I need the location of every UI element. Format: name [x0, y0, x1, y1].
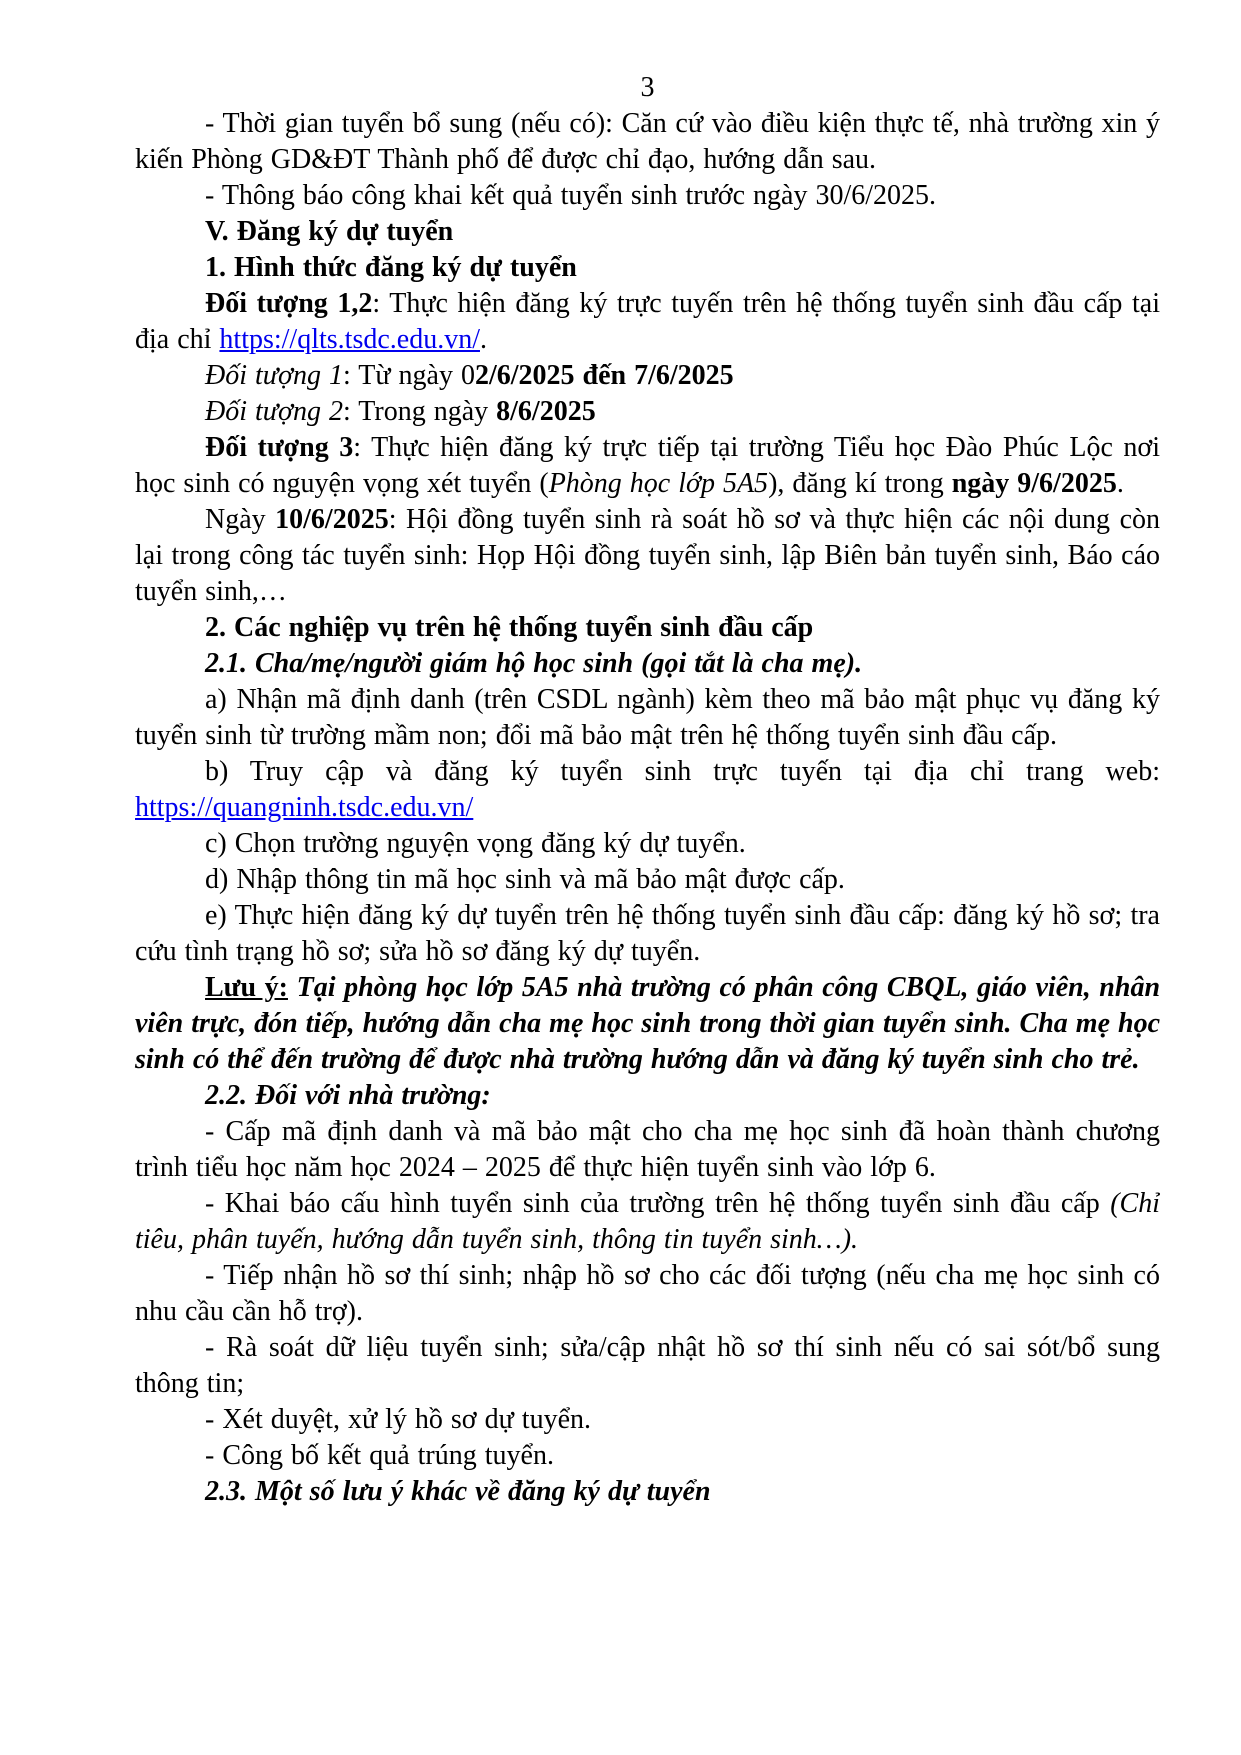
paragraph-doi-tuong-3 — [135, 430, 1160, 502]
paragraph-cong-bo — [135, 1438, 1160, 1474]
paragraph-luu-y — [135, 970, 1160, 1078]
text-run: : Từ ngày 0 — [343, 360, 475, 391]
page-number: 3 — [640, 72, 655, 103]
text-run: Lưu ý: — [205, 972, 288, 1003]
paragraph-council-review — [135, 502, 1160, 610]
text-run: c) Chọn trường nguyện vọng đăng ký dự tuyển. — [205, 828, 746, 859]
text-run: - Rà soát dữ liệu tuyển sinh; sửa/cập nhật hồ sơ thí sinh nếu có sai sót/bổ sung thông tin; — [135, 1332, 1160, 1399]
paragraph-item-d — [135, 862, 1160, 898]
paragraph-khai-bao — [135, 1186, 1160, 1258]
text-run: 10/6/2025 — [275, 504, 389, 535]
paragraph-tiep-nhan — [135, 1258, 1160, 1330]
text-run: . — [479, 324, 487, 355]
section-heading-2 — [135, 610, 1160, 646]
text-run — [288, 972, 297, 1003]
section-heading-2-1 — [135, 646, 1160, 682]
text-run: 1. Hình thức đăng ký dự tuyển — [205, 252, 577, 283]
text-run: Ngày — [205, 504, 276, 535]
paragraph-doi-tuong-1-2 — [135, 286, 1160, 358]
text-run: Phòng học lớp 5A5 — [548, 468, 769, 499]
paragraph-ra-soat — [135, 1330, 1160, 1402]
text-run: : Thực hiện đăng ký trực tuyến trên hệ thống tuyển sinh đầu cấp tại địa chỉ — [135, 288, 1160, 355]
text-run: 2. Các nghiệp vụ trên hệ thống tuyển sinh đầu cấp — [205, 612, 814, 643]
text-run: Đối tượng 2 — [205, 396, 343, 427]
text-run: 8/6/2025 — [496, 396, 596, 427]
text-run: a) Nhận mã định danh (trên CSDL ngành) kèm theo mã bảo mật phục vụ đăng ký tuyển sinh từ trường mầm non; đổi mã bảo mật trên hệ thống tuyển sinh đầu cấp. — [135, 684, 1160, 751]
text-run: : Trong ngày — [343, 396, 497, 427]
text-run: : Hội đồng tuyển sinh rà soát hồ sơ và thực hiện các nội dung còn lại trong công tác tuyển sinh: Họp Hội đồng tuyển sinh, lập Biên bản tuyển sinh, Báo cáo tuyển sinh,… — [135, 504, 1160, 607]
paragraph-announcement — [135, 178, 1160, 214]
paragraph-doi-tuong-2-date — [135, 394, 1160, 430]
paragraph-item-e — [135, 898, 1160, 970]
paragraph-cap-ma — [135, 1114, 1160, 1186]
paragraph-item-a — [135, 682, 1160, 754]
text-run: (Chỉ tiêu, phân tuyến, hướng dẫn tuyển sinh, thông tin tuyển sinh…). — [135, 1188, 1160, 1255]
text-run: - Thông báo công khai kết quả tuyển sinh trước ngày 30/6/2025. — [205, 180, 937, 211]
text-run: e) Thực hiện đăng ký dự tuyển trên hệ thống tuyển sinh đầu cấp: đăng ký hồ sơ; tra cứu tình trạng hồ sơ; sửa hồ sơ đăng ký dự tuyển. — [135, 900, 1160, 967]
text-run: Tại phòng học lớp 5A5 nhà trường có phân công CBQL, giáo viên, nhân viên trực, đón tiếp, hướng dẫn cha mẹ học sinh trong thời gian tuyển sinh. Cha mẹ học sinh có thể đến trường để được nhà trường hướng dẫn và đăng ký tuyển sinh cho trẻ. — [135, 972, 1161, 1075]
paragraph-doi-tuong-1-date — [135, 358, 1160, 394]
section-heading-1 — [135, 250, 1160, 286]
text-run: - Tiếp nhận hồ sơ thí sinh; nhập hồ sơ cho các đối tượng (nếu cha mẹ học sinh có nhu cầu cần hỗ trợ). — [135, 1260, 1160, 1327]
paragraph-xet-duyet — [135, 1402, 1160, 1438]
text-run: 2.2. Đối với nhà trường: — [205, 1080, 491, 1111]
text-run: ngày 9/6/2025 — [951, 468, 1117, 499]
text-run: . — [1116, 468, 1124, 499]
text-run: - Xét duyệt, xử lý hồ sơ dự tuyển. — [205, 1404, 591, 1435]
text-run: 2/6/2025 đến 7/6/2025 — [474, 360, 734, 391]
text-run: d) Nhập thông tin mã học sinh và mã bảo mật được cấp. — [205, 864, 845, 895]
section-heading-v — [135, 214, 1160, 250]
text-run: V. Đăng ký dự tuyển — [205, 216, 454, 247]
hyperlink[interactable]: https://qlts.tsdc.edu.vn/ — [219, 324, 480, 355]
hyperlink[interactable]: https://quangninh.tsdc.edu.vn/ — [135, 792, 474, 823]
text-run: - Cấp mã định danh và mã bảo mật cho cha mẹ học sinh đã hoàn thành chương trình tiểu học năm học 2024 – 2025 để thực hiện tuyển sinh vào lớp 6. — [135, 1116, 1160, 1183]
text-run: - Khai báo cấu hình tuyển sinh của trường trên hệ thống tuyển sinh đầu cấp — [205, 1188, 1111, 1219]
paragraph-item-c — [135, 826, 1160, 862]
document-body — [135, 106, 1160, 1510]
paragraph-item-b — [135, 754, 1160, 826]
text-run: : Thực hiện đăng ký trực tiếp tại trường Tiểu học Đào Phúc Lộc nơi học sinh có nguyện vọng xét tuyển ( — [135, 432, 1161, 499]
text-run: ), đăng kí trong — [768, 468, 952, 499]
text-run: 2.3. Một số lưu ý khác về đăng ký dự tuyển — [205, 1476, 711, 1507]
text-run: b) Truy cập và đăng ký tuyển sinh trực tuyến tại địa chỉ trang web: — [205, 756, 1160, 787]
text-run: - Thời gian tuyển bổ sung (nếu có): Căn cứ vào điều kiện thực tế, nhà trường xin ý kiến Phòng GD&ĐT Thành phố để được chỉ đạo, hướng dẫn sau. — [135, 108, 1160, 175]
paragraph-supplementary-time — [135, 106, 1160, 178]
text-run: - Công bố kết quả trúng tuyển. — [205, 1440, 554, 1471]
text-run: Đối tượng 1,2 — [205, 288, 373, 319]
section-heading-2-2 — [135, 1078, 1160, 1114]
text-run: Đối tượng 1 — [205, 360, 343, 391]
text-run: Đối tượng 3 — [205, 432, 354, 463]
text-run: 2.1. Cha/mẹ/người giám hộ học sinh (gọi tắt là cha mẹ). — [205, 648, 863, 679]
section-heading-2-3 — [135, 1474, 1160, 1510]
